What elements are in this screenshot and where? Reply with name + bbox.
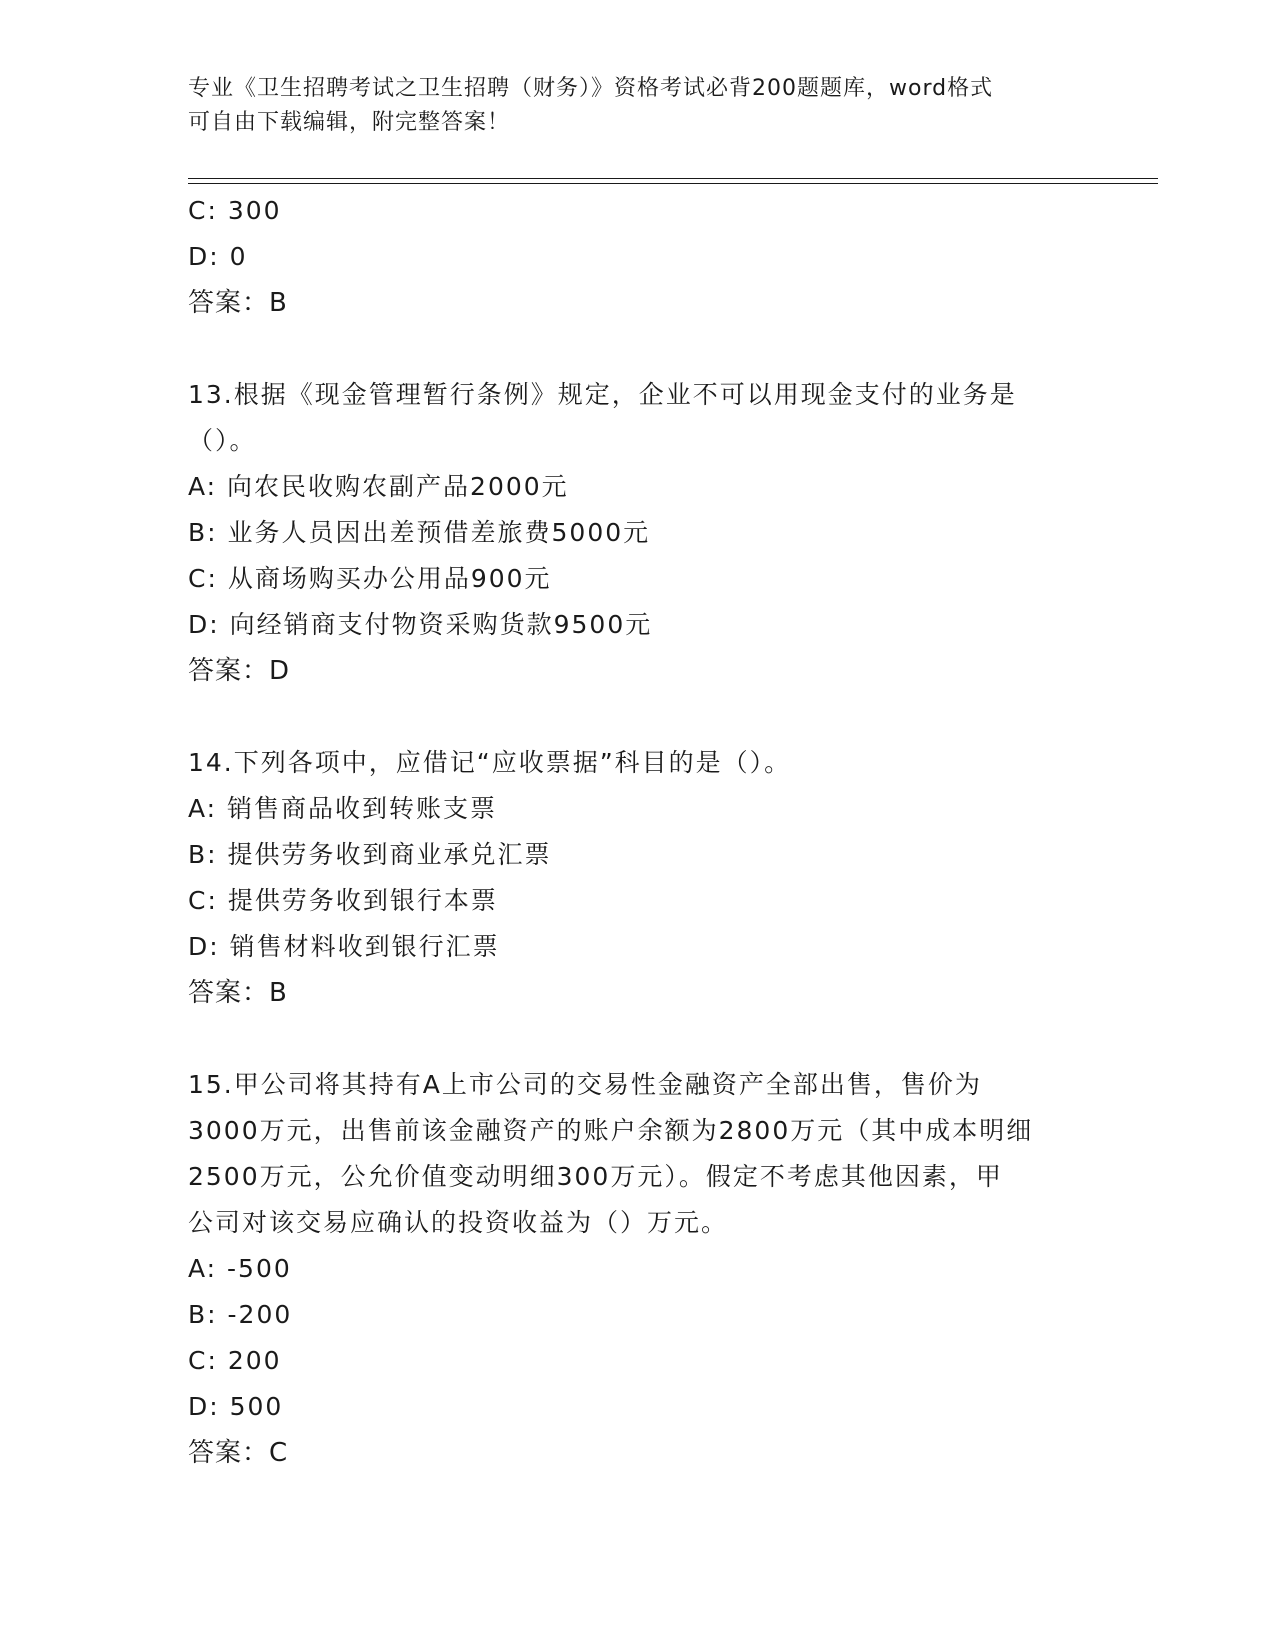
option-d: D: 向经销商支付物资采购货款9500元: [188, 610, 653, 639]
option-a: A: -500: [188, 1254, 292, 1283]
question-15: [188, 1062, 1088, 1476]
question-text-line: 13.根据《现金管理暂行条例》规定，企业不可以用现金支付的业务是: [188, 380, 1017, 409]
option-d: D: 0: [188, 242, 248, 271]
option-c: C: 200: [188, 1346, 282, 1375]
answer-line: 答案：D: [188, 656, 291, 686]
question-14: [188, 740, 1088, 1016]
answer-line: 答案：B: [188, 288, 288, 318]
page-header: [188, 72, 1088, 140]
document-body: [188, 188, 1088, 1476]
answer-line: 答案：B: [188, 978, 288, 1008]
header-title-line-2: 可自由下载编辑，附完整答案！: [188, 110, 511, 135]
header-title-line-1: 专业《卫生招聘考试之卫生招聘（财务）》资格考试必背200题题库，word格式: [188, 76, 994, 101]
question-text-line: 14.下列各项中，应借记“应收票据”科目的是（）。: [188, 748, 792, 777]
spacer: [188, 1016, 1088, 1062]
option-a: A: 销售商品收到转账支票: [188, 794, 498, 823]
option-b: B: -200: [188, 1300, 293, 1329]
question-text-line: 2500万元，公允价值变动明细300万元）。假定不考虑其他因素，甲: [188, 1162, 1003, 1191]
option-b: B: 提供劳务收到商业承兑汇票: [188, 840, 552, 869]
question-text-line: 15.甲公司将其持有A上市公司的交易性金融资产全部出售，售价为: [188, 1070, 982, 1099]
header-divider-bottom: [188, 183, 1158, 184]
prev-question: [188, 188, 1088, 326]
question-text-line: （）。: [188, 426, 257, 455]
option-b: B: 业务人员因出差预借差旅费5000元: [188, 518, 651, 547]
question-text-line: 公司对该交易应确认的投资收益为（）万元。: [188, 1208, 729, 1237]
option-c: C: 提供劳务收到银行本票: [188, 886, 498, 915]
option-d: D: 500: [188, 1392, 284, 1421]
question-text-line: 3000万元，出售前该金融资产的账户余额为2800万元（其中成本明细: [188, 1116, 1034, 1145]
question-13: [188, 372, 1088, 694]
option-d: D: 销售材料收到银行汇票: [188, 932, 500, 961]
option-c: C: 从商场购买办公用品900元: [188, 564, 552, 593]
option-c: C: 300: [188, 196, 282, 225]
header-divider-top: [188, 178, 1158, 179]
spacer: [188, 326, 1088, 372]
answer-line: 答案：C: [188, 1438, 289, 1468]
spacer: [188, 694, 1088, 740]
option-a: A: 向农民收购农副产品2000元: [188, 472, 569, 501]
